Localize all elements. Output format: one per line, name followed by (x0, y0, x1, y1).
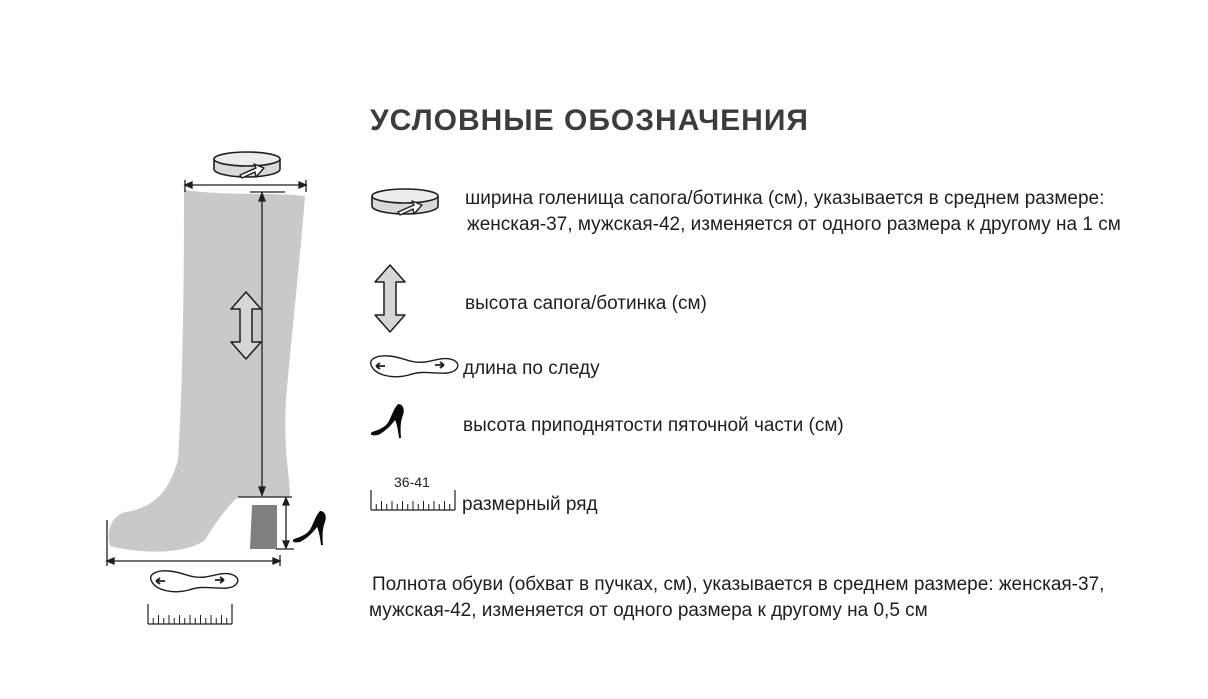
band-width-icon (372, 189, 440, 217)
insole-length-text: длина по следу (463, 358, 600, 379)
ruler-size-label: 36-41 (394, 474, 430, 490)
boot-diagram (0, 0, 360, 699)
heel-height-text: высота приподнятости пяточной части (см) (463, 415, 844, 436)
ruler-icon (370, 488, 456, 512)
shaft-width-text-line2: женская-37, мужская-42, изменяется от одного размера к другому на 1 см (467, 214, 1121, 235)
shaft-width-dimension (185, 180, 306, 192)
heel-height-dimension (276, 497, 294, 549)
double-arrow-icon (375, 265, 407, 333)
legend-title: УСЛОВНЫЕ ОБОЗНАЧЕНИЯ (370, 104, 809, 137)
height-text: высота сапога/ботинка (см) (465, 293, 707, 314)
size-ruler-diagram (148, 604, 232, 624)
fullness-note-line1: Полнота обуви (обхват в пучках, см), указывается в среднем размере: женская-37, (372, 574, 1105, 595)
heel-shoe-icon (370, 404, 412, 440)
boot-heel (250, 505, 277, 549)
insole-icon (367, 355, 463, 381)
fullness-note-line2: мужская-42, изменяется от одного размера к другому на 0,5 см (369, 600, 928, 621)
shaft-width-text-line1: ширина голенища сапога/ботинка (см), указывается в среднем размере: (465, 188, 1105, 209)
size-range-text: размерный ряд (462, 494, 598, 515)
